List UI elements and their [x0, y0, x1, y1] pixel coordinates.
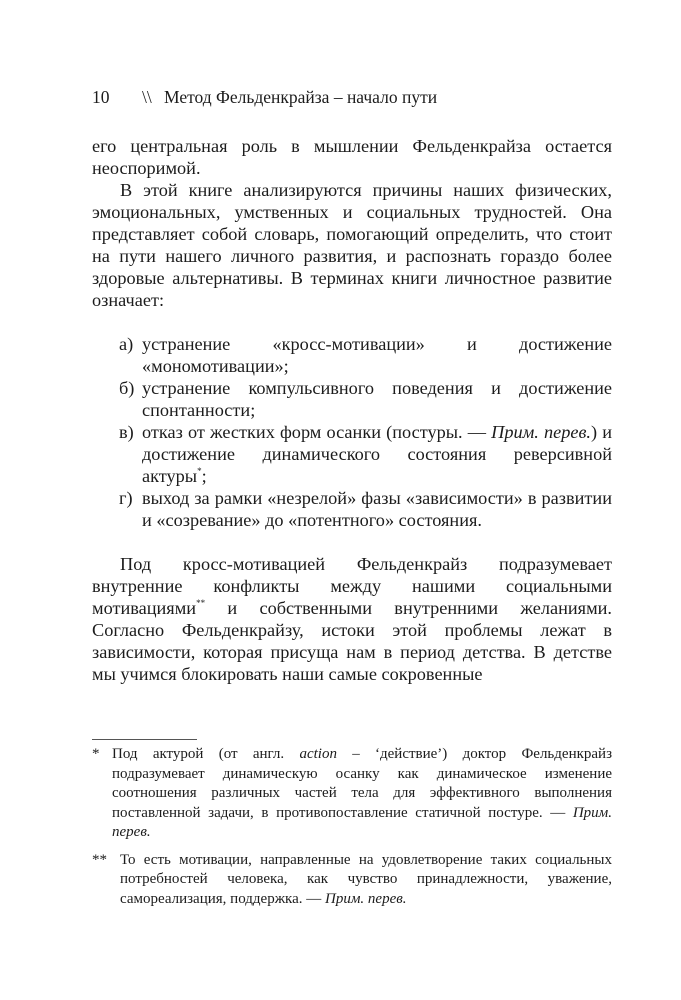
footnotes — [92, 745, 612, 909]
paragraph-1: его центральная роль в мышлении Фельденкрайза остается неоспоримой. — [92, 136, 612, 178]
list-marker-b: б) — [119, 378, 135, 398]
footnote-1-translator-note: Прим. перев. — [112, 804, 612, 840]
list-item-c — [92, 421, 612, 487]
list-marker-a: а) — [119, 334, 134, 354]
list-text-c-1: отказ от жестких форм осанки (постуры. — — [142, 422, 492, 442]
paragraph-3-b: и собственными внутренними желаниями. Согласно Фельденкрайзу, истоки этой проблемы лежат в зависимости, которая присуща нам в период детства. В детстве мы учимся блокировать наши самые сокровенные — [92, 598, 612, 684]
list-marker-c: в) — [119, 422, 134, 442]
footnote-2-text: То есть мотивации, направленные на удовлетворение таких социальных потребностей человека, как чувство принадлежности, уважение, самореализация, поддержка. — — [120, 851, 612, 907]
list-item-b — [92, 377, 612, 421]
list-text-c-2: ) и достижение динамического состояния реверсивной актуры — [142, 422, 612, 486]
footnote-2-mark: ** — [92, 851, 107, 868]
footnote-2-translator-note: Прим. перев. — [325, 890, 407, 907]
footnote-1-text-b: – ‘действие’) доктор Фельденкрайз подразумевает динамическую осанку как динамическое изменение соотношения различных частей тела для эффективного выполнения поставленной задачи, в противопоставление статичной постуре. — — [112, 746, 612, 821]
page-number: 10 — [92, 87, 110, 107]
list-item-a — [92, 333, 612, 377]
footnote-ref-2: ** — [196, 598, 206, 608]
list-text-d: выход за рамки «незрелой» фазы «зависимости» в развитии и «созревание» до «потентного» состояния. — [142, 488, 612, 530]
paragraph-2: В этой книге анализируются причины наших физических, эмоциональных, умственных и социальных трудностей. Она представляет собой словарь, помогающий определить, что стоит на пути нашего личного развития, и распознать гораздо более здоровые альтернативы. В терминах книги личностное развитие означает: — [92, 180, 612, 310]
translator-note-inline: Прим. перев. — [491, 422, 591, 442]
development-list — [92, 333, 612, 531]
list-marker-d: г) — [119, 488, 133, 508]
footnote-1-text-a: Под актурой (от англ. — [112, 746, 300, 762]
running-title: Метод Фельденкрайза – начало пути — [164, 87, 438, 107]
list-text-a: устранение «кросс-мотивации» и достижение «мономотивации»; — [142, 334, 612, 376]
list-text-b: устранение компульсивного поведения и достижение спонтанности; — [142, 378, 612, 420]
footnote-divider — [92, 739, 197, 740]
running-header — [92, 86, 612, 108]
paragraph-3 — [92, 553, 612, 685]
footnote-1 — [92, 745, 612, 843]
list-text-c-3: ; — [201, 466, 207, 486]
paragraph-3-a: Под кросс-мотивацией Фельденкрайз подразумевает внутренние конфликты между нашими социальными мотивациями — [92, 554, 612, 618]
footnote-1-mark: * — [92, 746, 100, 762]
footnote-1-term: action — [299, 746, 337, 762]
list-item-d — [92, 487, 612, 531]
footnote-ref-1: * — [197, 466, 202, 476]
body-text — [92, 135, 612, 685]
header-separator: \\ — [142, 87, 152, 107]
footnote-2 — [92, 851, 612, 910]
